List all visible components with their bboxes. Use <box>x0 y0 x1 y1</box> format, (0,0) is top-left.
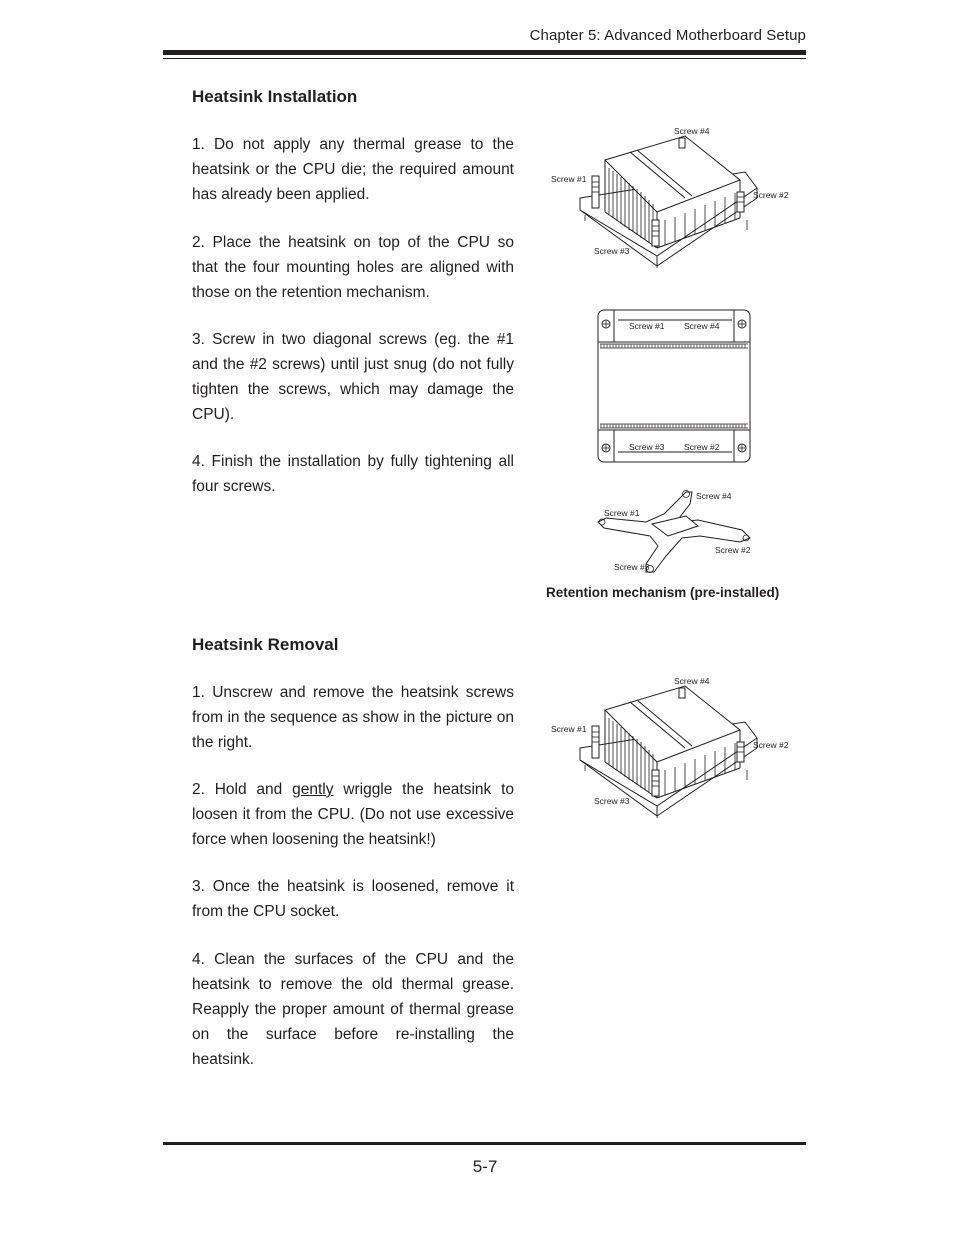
retention-screw3-label: Screw #3 <box>614 562 650 572</box>
retention-mechanism-figure <box>594 486 764 578</box>
header-rule-thin <box>163 58 806 59</box>
removal-title: Heatsink Removal <box>192 635 339 654</box>
install-iso-screw4-label: Screw #4 <box>674 126 710 136</box>
retention-screw2-label: Screw #2 <box>715 545 751 555</box>
removal-step-4: 4. Clean the surfaces of the CPU and the heatsink to remove the old thermal grease. Reapply the proper amount of thermal grease on the surface before re-installing the heatsink. <box>192 951 514 1068</box>
chapter-header: Chapter 5: Advanced Motherboard Setup <box>529 27 806 44</box>
removal-iso-screw3-label: Screw #3 <box>594 796 630 806</box>
installation-step-4: 4. Finish the installation by fully tightening all four screws. <box>192 453 514 495</box>
heatsink-iso-figure-removal <box>545 670 805 820</box>
heatsink-top-view-figure <box>596 308 752 464</box>
install-iso-screw2-label: Screw #2 <box>753 190 789 200</box>
top-screw2-label: Screw #2 <box>684 442 720 452</box>
retention-screw4-label: Screw #4 <box>696 491 732 501</box>
page-number: 5-7 <box>472 1157 498 1176</box>
removal-step-3: 3. Once the heatsink is loosened, remove it from the CPU socket. <box>192 878 514 920</box>
install-iso-screw3-label: Screw #3 <box>594 246 630 256</box>
removal-step-2 <box>192 777 514 852</box>
removal-step-2-emphasis: gently <box>292 781 334 798</box>
top-screw3-label: Screw #3 <box>629 442 665 452</box>
removal-step-2-before: 2. Hold and <box>192 781 293 798</box>
top-screw1-label: Screw #1 <box>629 321 665 331</box>
footer-rule <box>163 1142 806 1145</box>
installation-title: Heatsink Installation <box>192 87 358 106</box>
removal-step-1: 1. Unscrew and remove the heatsink screws from in the sequence as show in the picture on the right. <box>192 684 514 751</box>
retention-screw1-label: Screw #1 <box>604 508 640 518</box>
top-screw4-label: Screw #4 <box>684 321 720 331</box>
installation-step-1: 1. Do not apply any thermal grease to the heatsink or the CPU die; the required amount has already been applied. <box>192 136 514 203</box>
removal-iso-screw1-label: Screw #1 <box>551 724 587 734</box>
retention-caption: Retention mechanism (pre-installed) <box>546 585 780 600</box>
installation-step-3: 3. Screw in two diagonal screws (eg. the #1 and the #2 screws) until just snug (do not fully tighten the screws, which may damage the CPU). <box>192 331 514 423</box>
removal-step-2-after: wriggle the heatsink to loosen it from the CPU. (Do not use excessive force when loosening the heatsink!) <box>192 781 514 848</box>
install-iso-screw1-label: Screw #1 <box>551 174 587 184</box>
heatsink-iso-figure-install <box>545 120 805 270</box>
removal-iso-screw2-label: Screw #2 <box>753 740 789 750</box>
removal-iso-screw4-label: Screw #4 <box>674 676 710 686</box>
header-rule-thick <box>163 50 806 55</box>
installation-step-2: 2. Place the heatsink on top of the CPU so that the four mounting holes are aligned with those on the retention mechanism. <box>192 234 514 301</box>
